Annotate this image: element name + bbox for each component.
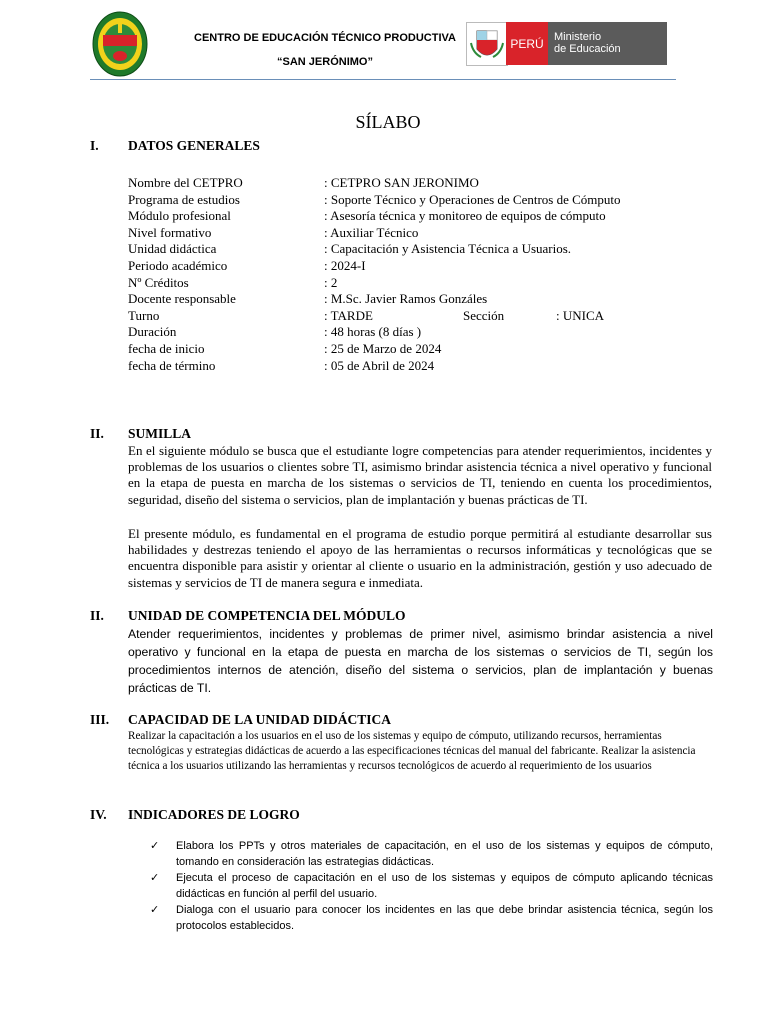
- check-icon: ✓: [150, 904, 160, 916]
- section-5-title: INDICADORES DE LOGRO: [128, 807, 300, 822]
- datos-label: Módulo profesional: [128, 208, 231, 224]
- competencia-paragraph: Atender requerimientos, incidentes y problemas de primer nivel, asimismo brindar asistencia a nivel operativo y funcional en la etapa de puesta en marcha de los sistemas o servicios de TI, según los procedimientos internos de atención, diseño del sistema o servicios, plan de implantación y buenas prácticas de TI.: [128, 627, 713, 695]
- ministerio-line1: Ministerio: [554, 31, 602, 43]
- datos-row: [128, 175, 718, 192]
- datos-value: : Soporte Técnico y Operaciones de Centros de Cómputo: [324, 191, 621, 207]
- indicador-text: Elabora los PPTs y otros materiales de capacitación, en el uso de los sistemas y equipos de cómputo, tomando en consideración las estrategias didácticas.: [176, 840, 713, 868]
- datos-value: : 05 de Abril de 2024: [324, 357, 435, 373]
- datos-label: fecha de término: [128, 357, 216, 373]
- datos-value: : 2: [324, 274, 338, 290]
- section-2-title: SUMILLA: [128, 426, 192, 441]
- datos-row: [128, 208, 718, 225]
- datos-row: [128, 258, 718, 275]
- datos-value: : 25 de Marzo de 2024: [324, 341, 442, 356]
- list-item: [150, 902, 713, 934]
- section-3-title: UNIDAD DE COMPETENCIA DEL MÓDULO: [128, 608, 406, 623]
- section-4-number: III.: [90, 712, 110, 727]
- peru-escudo-icon: [466, 22, 508, 66]
- section-5-number: IV.: [90, 807, 107, 822]
- datos-label: Nivel formativo: [128, 224, 212, 240]
- datos-label: Turno: [128, 307, 160, 323]
- datos-value: : TARDE: [324, 307, 373, 323]
- datos-row: [128, 291, 718, 308]
- datos-value: : CETPRO SAN JERONIMO: [324, 175, 479, 190]
- page-title: SÍLABO: [355, 112, 421, 132]
- indicadores-list: [150, 838, 713, 934]
- datos-row: [128, 241, 718, 258]
- check-icon: ✓: [150, 840, 160, 852]
- datos-row: [128, 324, 718, 341]
- datos-label: Duración: [128, 324, 177, 340]
- cetpro-logo: [92, 11, 148, 77]
- indicador-text: Ejecuta el proceso de capacitación en el uso de los sistemas y equipos de cómputo aplicando técnicas didácticas en función al perfil del usuario.: [176, 872, 713, 900]
- datos-row: [128, 192, 718, 209]
- datos-label: Docente responsable: [128, 291, 236, 307]
- datos-value: : Auxiliar Técnico: [324, 224, 419, 240]
- datos-label: Programa de estudios: [128, 191, 240, 207]
- datos-label: Periodo académico: [128, 258, 228, 273]
- header-rule: [90, 79, 676, 80]
- list-item: [150, 838, 713, 870]
- sumilla-paragraph-2: El presente módulo, es fundamental en el programa de estudio porque permitirá al estudiante desarrollar sus habilidades y destrezas teniendo el apoyo de las herramientas o recursos informáticas y tecnológicas que se encuentra disponible para asistir y orientar al cliente o usuario en la administración, gestión y uso adecuado de sistemas y servicios de TI de manera segura e inmediata.: [128, 526, 712, 590]
- datos-row: [128, 341, 718, 358]
- list-item: [150, 870, 713, 902]
- seccion-label: Sección: [463, 307, 505, 323]
- datos-row: [128, 225, 718, 242]
- header-title-line2: “SAN JERÓNIMO”: [277, 56, 373, 68]
- seccion-value: : UNICA: [556, 307, 605, 323]
- datos-value: : M.Sc. Javier Ramos Gonzáles: [324, 291, 488, 307]
- capacidad-paragraph: Realizar la capacitación a los usuarios en el uso de los sistemas y equipo de cómputo, utilizando recursos, herramientas tecnológicas y estrategias didácticas de acuerdo a las especificaciones técnicas del manual del fabricante. Realizar la asistencia técnica a los usuarios utilizando las herramientas y recursos tecnológicos de acuerdo al requerimiento de los usuarios: [128, 730, 696, 773]
- section-1-number: I.: [90, 138, 99, 153]
- datos-row: [128, 275, 718, 292]
- section-3-number: II.: [90, 608, 104, 623]
- datos-value: : Asesoría técnica y monitoreo de equipos de cómputo: [324, 208, 606, 224]
- section-1-title: DATOS GENERALES: [128, 138, 260, 153]
- datos-value: : Capacitación y Asistencia Técnica a Usuarios.: [324, 241, 572, 257]
- ministerio-line2: de Educación: [554, 43, 621, 55]
- header-title-line1: CENTRO DE EDUCACIÓN TÉCNICO PRODUCTIVA: [194, 32, 456, 44]
- datos-label: fecha de inicio: [128, 341, 205, 356]
- section-2-number: II.: [90, 426, 104, 441]
- check-icon: ✓: [150, 872, 160, 884]
- peru-label: PERÚ: [510, 36, 544, 51]
- datos-table: [128, 175, 718, 375]
- ministerio-badge: [548, 22, 667, 65]
- datos-label: Unidad didáctica: [128, 241, 217, 257]
- datos-row: [128, 358, 718, 375]
- peru-badge: [506, 22, 548, 65]
- datos-label: Nombre del CETPRO: [128, 175, 243, 190]
- datos-row: [128, 308, 718, 325]
- sumilla-paragraph-1: En el siguiente módulo se busca que el estudiante logre competencias para atender requerimientos, incidentes y problemas de los usuarios o clientes sobre TI, asimismo brindar asistencia técnica a nivel operativo y funcional en la etapa de puesta en marcha de los sistemas o servicios de TI, teniendo en cuenta los procedimientos, seguridad, diseño del sistema o servicios, plan de implantación y buenas prácticas de TI.: [128, 443, 712, 507]
- section-4-title: CAPACIDAD DE LA UNIDAD DIDÁCTICA: [128, 712, 392, 727]
- indicador-text: Dialoga con el usuario para conocer los incidentes en las que debe brindar asistencia técnica, según los protocolos establecidos.: [176, 904, 713, 932]
- datos-label: Nº Créditos: [128, 274, 189, 290]
- datos-value: : 48 horas (8 días ): [324, 324, 422, 340]
- datos-value: : 2024-I: [324, 258, 366, 273]
